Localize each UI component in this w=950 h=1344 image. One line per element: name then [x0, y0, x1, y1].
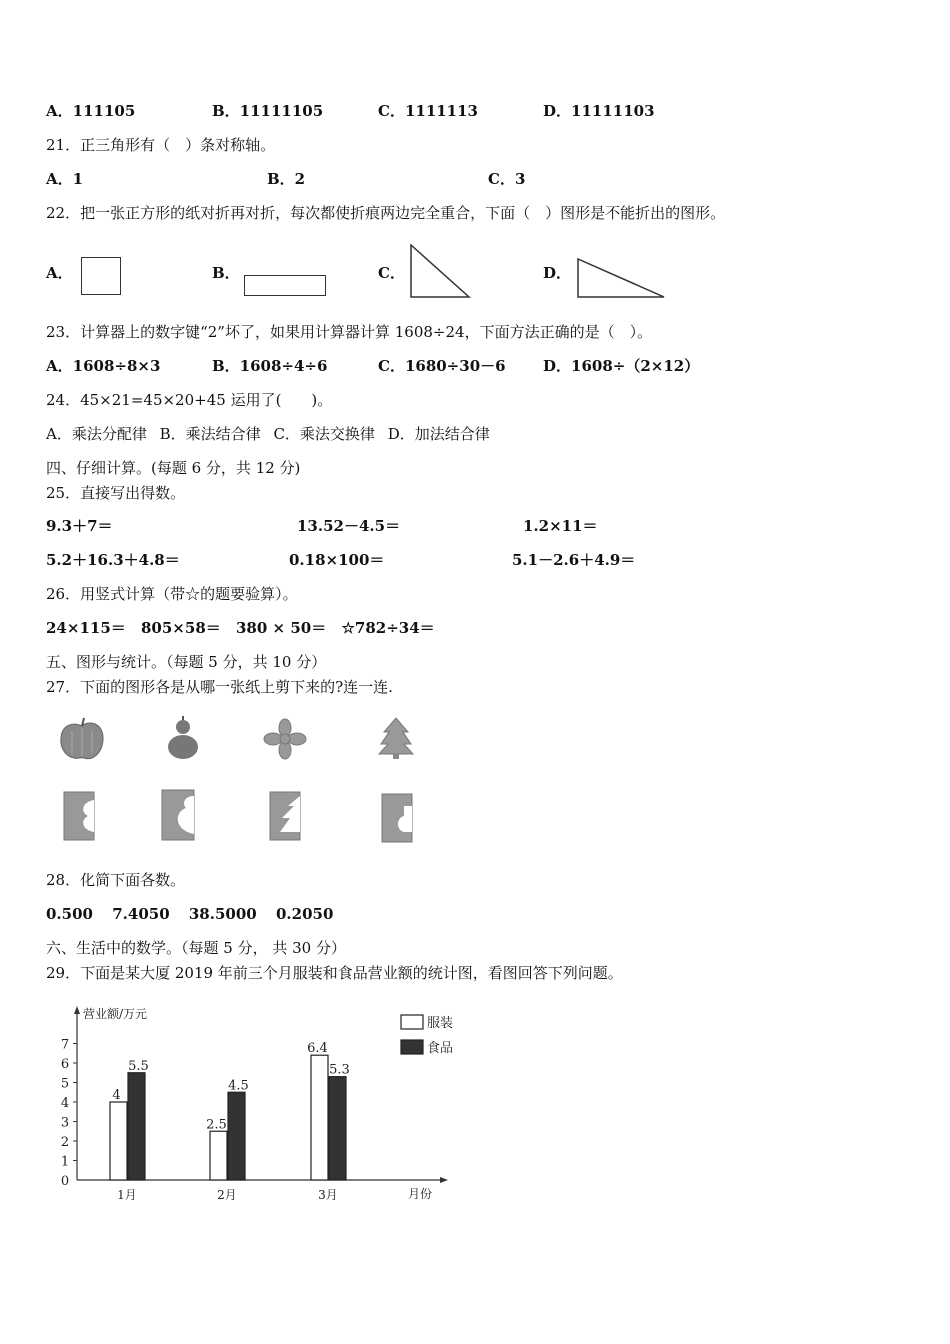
- q21-option-a: A．1: [46, 170, 84, 188]
- folded-paper-1-icon: [62, 790, 96, 842]
- bar-食品-1月: [128, 1073, 145, 1180]
- q26-item: ☆782÷34＝: [341, 619, 435, 637]
- q22-option-b: B．: [212, 264, 240, 282]
- q20-option-a: A．111105: [46, 102, 136, 120]
- y-axis-arrow: [74, 1006, 80, 1014]
- q25-item: 1.2×11＝: [523, 517, 598, 535]
- q25-item: 5.1－2.6＋4.9＝: [512, 551, 636, 569]
- folded-paper-2-icon: [160, 788, 196, 842]
- y-tick-label: 6: [60, 1057, 70, 1072]
- q24-option-c: C．乘法交换律: [273, 425, 375, 443]
- q24-option-d: D．加法结合律: [387, 425, 490, 443]
- q28-stem: 28．化简下面各数。: [46, 871, 186, 889]
- right-triangle-shape-c: [408, 242, 472, 300]
- apple-shape-icon: [58, 716, 106, 762]
- q25-item: 5.2＋16.3＋4.8＝: [46, 551, 180, 569]
- x-axis-label: 月份: [408, 1187, 433, 1201]
- q24-options: [46, 427, 490, 442]
- q27-stem: 27．下面的图形各是从哪一张纸上剪下来的?连一连.: [46, 678, 393, 696]
- q23-option-d: D．1608÷（2×12）: [543, 357, 700, 375]
- tree-shape-icon: [376, 716, 416, 760]
- q22-option-c: C．: [378, 264, 405, 282]
- q28-items: [46, 907, 333, 922]
- data-label: 4: [112, 1088, 121, 1103]
- q20-option-d: D．11111103: [543, 102, 655, 120]
- square-shape: [81, 257, 121, 295]
- y-tick-label: 0: [60, 1174, 70, 1189]
- folded-paper-4-icon: [380, 792, 414, 844]
- data-label: 2.5: [206, 1117, 227, 1133]
- section-4-title: 四、仔细计算。(每题 6 分，共 12 分): [46, 459, 301, 477]
- y-axis-label: 营业额/万元: [83, 1007, 148, 1021]
- q21-option-b: B．2: [267, 170, 306, 188]
- bar-服装-2月: [210, 1131, 227, 1180]
- data-label: 5.5: [128, 1058, 149, 1074]
- q26-stem: 26．用竖式计算（带☆的题要验算）。: [46, 585, 298, 603]
- q26-items: [46, 621, 435, 636]
- data-label: 5.3: [329, 1062, 350, 1078]
- y-tick-label: 4: [60, 1096, 70, 1111]
- bar-食品-2月: [228, 1092, 245, 1180]
- y-tick-label: 3: [60, 1115, 70, 1131]
- q22-option-d: D．: [543, 264, 572, 282]
- q25-stem: 25．直接写出得数。: [46, 484, 186, 502]
- legend-label: 服装: [427, 1016, 454, 1031]
- y-tick-label: 2: [60, 1135, 70, 1150]
- right-triangle-shape-d: [575, 256, 667, 300]
- q25-item: 9.3＋7＝: [46, 517, 113, 535]
- revenue-bar-chart: [50, 1000, 470, 1215]
- q24-option-a: A．乘法分配律: [46, 425, 147, 443]
- x-axis-arrow: [440, 1177, 448, 1183]
- q24-option-b: B．乘法结合律: [159, 425, 261, 443]
- bar-食品-3月: [329, 1077, 346, 1180]
- q26-item: 380 × 50＝: [236, 619, 327, 637]
- y-tick-label: 5: [60, 1076, 70, 1092]
- folded-paper-3-icon: [268, 790, 302, 842]
- q20-option-b: B．11111105: [212, 102, 324, 120]
- q28-item: 0.2050: [275, 905, 334, 923]
- q26-item: 24×115＝: [46, 619, 126, 637]
- x-tick-label: 1月: [117, 1188, 137, 1202]
- q25-item: 13.52－4.5＝: [297, 517, 401, 535]
- q28-item: 38.5000: [188, 905, 257, 923]
- y-tick-label: 7: [60, 1037, 70, 1053]
- data-label: 4.5: [228, 1078, 249, 1094]
- rectangle-shape: [244, 275, 326, 296]
- q22-stem: 22．把一张正方形的纸对折再对折，每次都使折痕两边完全重合，下面（ ）图形是不能折出的图形。: [46, 204, 726, 222]
- q26-item: 805×58＝: [141, 619, 221, 637]
- q28-item: 0.500: [46, 905, 93, 923]
- q23-option-c: C．1680÷30－6: [378, 357, 506, 375]
- gourd-shape-icon: [163, 714, 203, 762]
- legend-label: 食品: [427, 1041, 454, 1056]
- q21-stem: 21．正三角形有（ ）条对称轴。: [46, 136, 276, 154]
- section-6-title: 六、生活中的数学。（每题 5 分， 共 30 分）: [46, 939, 346, 957]
- q22-option-a: A．: [46, 264, 73, 282]
- q20-option-c: C．1111113: [378, 102, 478, 120]
- q23-option-a: A．1608÷8×3: [46, 357, 161, 375]
- x-tick-label: 2月: [217, 1188, 237, 1202]
- legend-swatch-服装: [401, 1015, 423, 1029]
- y-tick-label: 1: [60, 1154, 70, 1170]
- q25-item: 0.18×100＝: [289, 551, 385, 569]
- x-tick-label: 3月: [318, 1188, 338, 1202]
- flower-shape-icon: [262, 718, 308, 760]
- q23-stem: 23．计算器上的数字键“2”坏了，如果用计算器计算 1608÷24，下面方法正确的是（ ）。: [46, 323, 653, 341]
- legend-swatch-食品: [401, 1040, 423, 1054]
- q24-stem: 24．45×21=45×20+45 运用了( )。: [46, 391, 333, 409]
- q29-stem: 29．下面是某大厦 2019 年前三个月服装和食品营业额的统计图，看图回答下列问题。: [46, 964, 623, 982]
- data-label: 6.4: [307, 1041, 328, 1057]
- q28-item: 7.4050: [112, 905, 170, 923]
- bar-服装-3月: [311, 1055, 328, 1180]
- section-5-title: 五、图形与统计。（每题 5 分，共 10 分）: [46, 653, 327, 671]
- bar-服装-1月: [110, 1102, 127, 1180]
- q23-option-b: B．1608÷4÷6: [212, 357, 328, 375]
- q21-option-c: C．3: [488, 170, 526, 188]
